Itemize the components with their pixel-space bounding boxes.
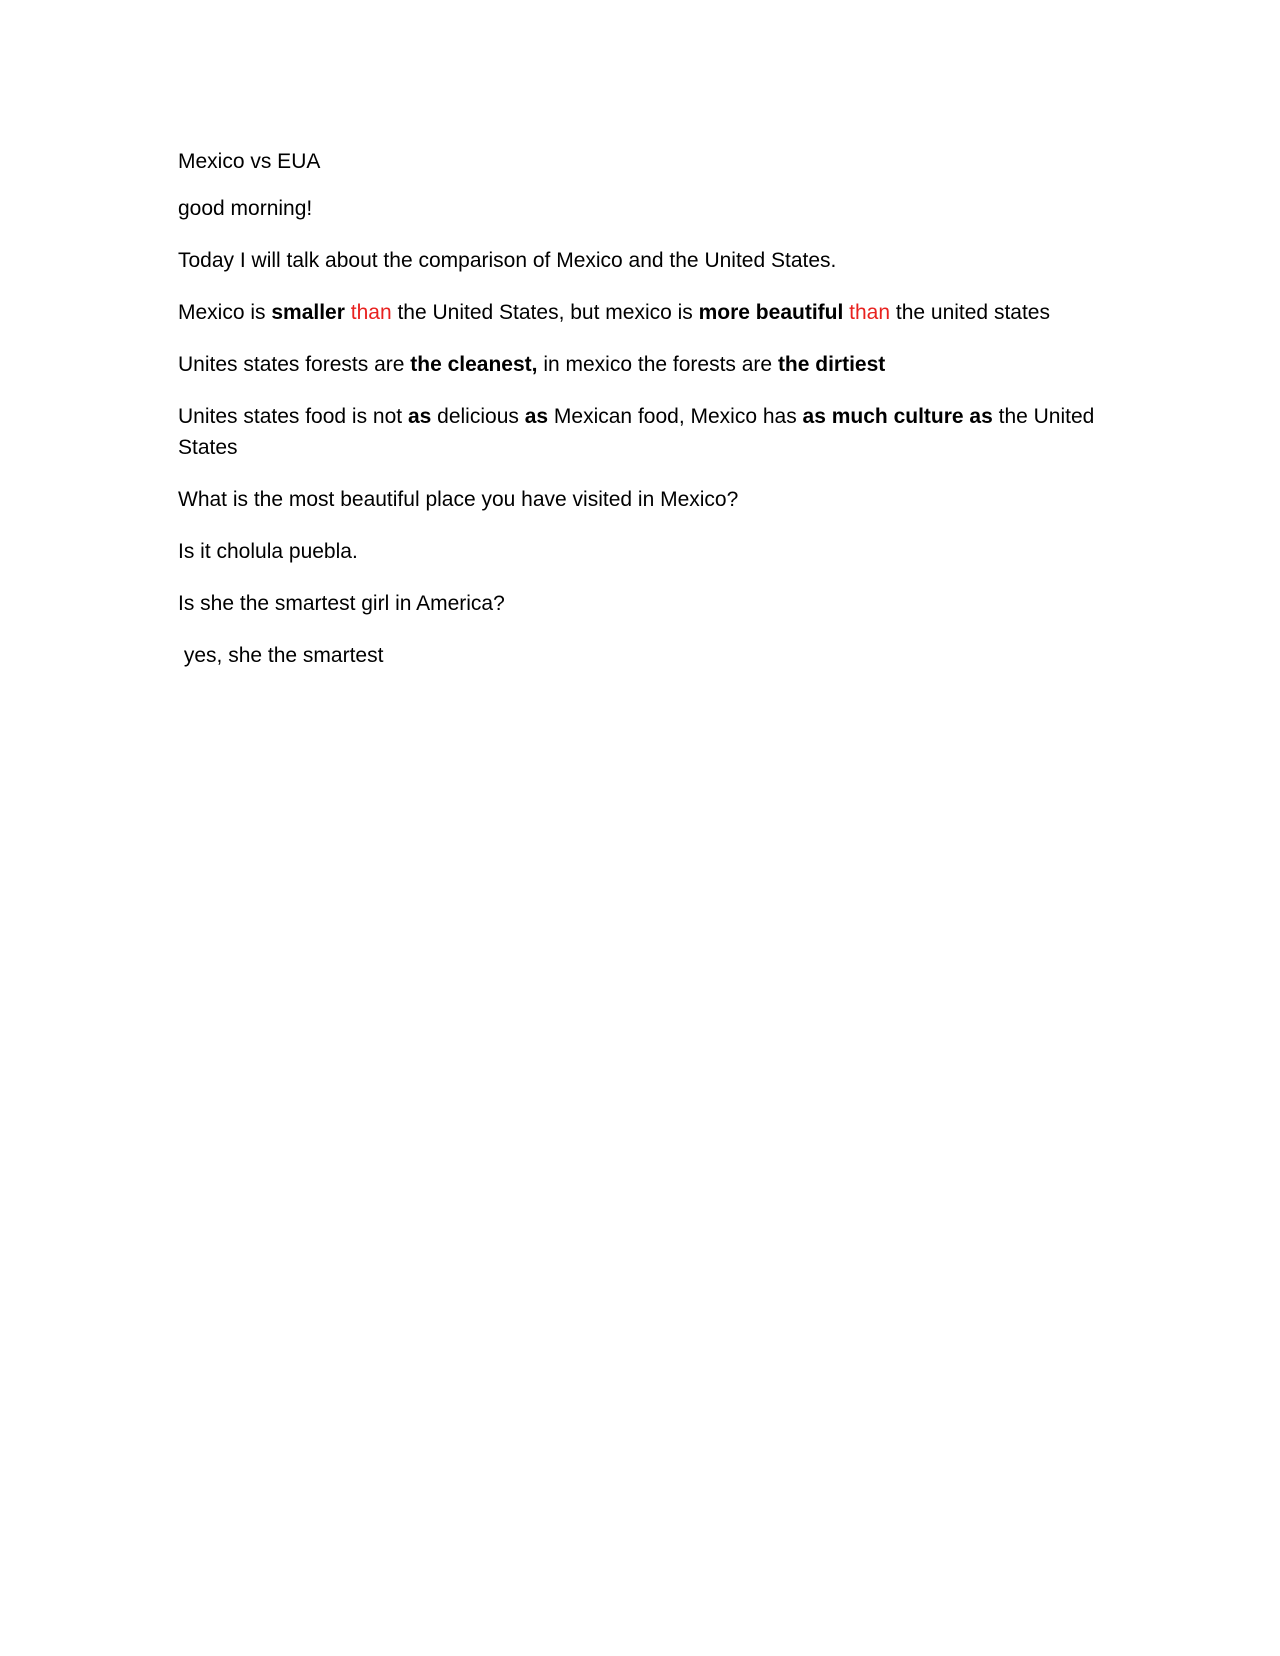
greeting-paragraph: good morning! (178, 197, 313, 220)
intro-paragraph: Today I will talk about the comparison of Mexico and the United States. (178, 249, 837, 272)
bold-run: smaller (271, 301, 345, 324)
comparison-paragraph-forests (178, 349, 1098, 380)
question-paragraph-smartest: Is she the smartest girl in America? (178, 592, 505, 615)
red-run: than (843, 301, 891, 324)
document-title: Mexico vs EUA (178, 150, 321, 173)
text-run: delicious (431, 405, 525, 428)
bold-run: more beautiful (698, 301, 844, 324)
document-body[interactable] (178, 146, 1101, 692)
comparison-paragraph-size (178, 297, 1098, 328)
text-run: Unites states forests are (178, 353, 411, 376)
bold-run: as (407, 405, 432, 428)
text-run: the United States, but mexico is (391, 301, 699, 324)
question-paragraph-place: What is the most beautiful place you have visited in Mexico? (178, 488, 739, 511)
bold-run: as much culture as (802, 405, 993, 428)
answer-paragraph-smartest: yes, she the smartest (178, 644, 384, 667)
bold-run: the cleanest, (410, 353, 538, 376)
bold-run: the dirtiest (777, 353, 886, 376)
text-run: the United States (178, 405, 1101, 459)
answer-paragraph-place: Is it cholula puebla. (178, 540, 358, 563)
text-run: Mexico is (178, 301, 272, 324)
text-run: the united states (890, 301, 1050, 324)
comparison-paragraph-food (178, 401, 1101, 463)
text-run: Unites states food is not (178, 405, 408, 428)
text-run: Mexican food, Mexico has (548, 405, 803, 428)
red-run: than (344, 301, 392, 324)
bold-run: as (524, 405, 549, 428)
text-run: in mexico the forests are (537, 353, 778, 376)
